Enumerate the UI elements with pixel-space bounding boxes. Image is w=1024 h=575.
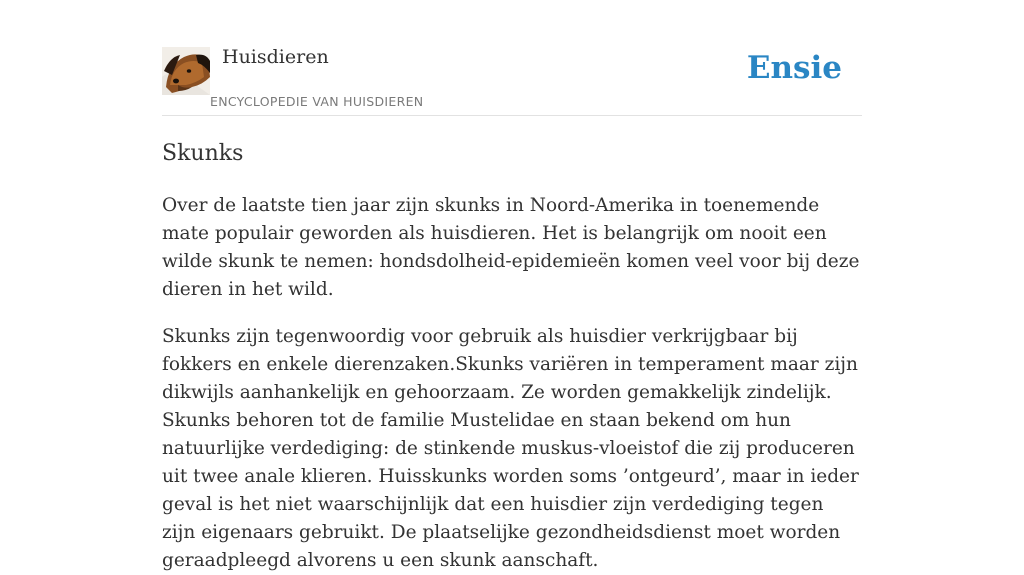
brand-logo[interactable]: Ensie	[746, 50, 842, 86]
site-title[interactable]: Huisdieren	[222, 46, 329, 68]
article-paragraph: Over de laatste tien jaar zijn skunks in Noord-Amerika in toenemende mate populair geworden als huisdieren. Het is belangrijk om nooit een wilde skunk te nemen: hondsdolheid-epidemieën komen veel voor bij deze dieren in het wild.	[162, 195, 860, 300]
article	[162, 138, 862, 575]
site-header	[162, 40, 862, 116]
article-paragraph: Skunks zijn tegenwoordig voor gebruik als huisdier verkrijgbaar bij fokkers en enkele dierenzaken.Skunks variëren in temperament maar zijn dikwijls aanhankelijk en gehoorzaam. Ze worden gemakkelijk zindelijk. Skunks behoren tot de familie Mustelidae en staan bekend om hun natuurlijke verdediging: de stinkende muskus-vloeistof die zij produceren uit twee anale klieren. Huisskunks worden soms ’ontgeurd’, maar in ieder geval is het niet waarschijnlijk dat een huisdier zijn verdediging tegen zijn eigenaars gebruikt. De plaatselijke gezondheidsdienst moet worden geraadpleegd alvorens u een skunk aanschaft.	[162, 326, 859, 571]
dog-photo-icon[interactable]	[162, 47, 210, 95]
site-subtitle: ENCYCLOPEDIE VAN HUISDIEREN	[210, 94, 424, 109]
article-title: Skunks	[162, 141, 244, 166]
